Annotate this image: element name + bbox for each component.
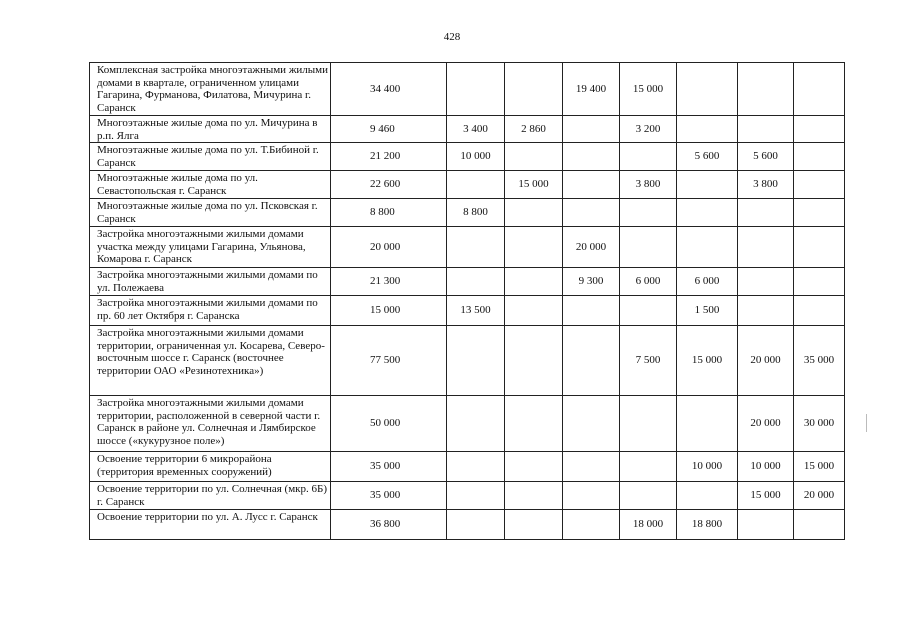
year-value-cell (563, 396, 620, 452)
year-value-cell (794, 171, 845, 199)
year-value-cell (738, 199, 794, 227)
year-value-cell: 20 000 (738, 326, 794, 396)
table-row (90, 296, 845, 326)
object-name-cell: Застройка многоэтажными жилыми домами территории, расположенной в северной части г. Саранск в районе ул. Солнечная и Лямбирское шоссе («кукурузное поле») (90, 396, 331, 452)
total-cell: 15 000 (331, 296, 447, 326)
year-value-cell: 15 000 (794, 452, 845, 482)
table-row (90, 199, 845, 227)
year-value-cell (505, 143, 563, 171)
year-value-cell: 2 860 (505, 116, 563, 143)
year-value-cell (563, 143, 620, 171)
year-value-cell: 15 000 (505, 171, 563, 199)
year-value-cell (620, 143, 677, 171)
year-value-cell: 15 000 (677, 326, 738, 396)
table-row (90, 510, 845, 540)
year-value-cell: 5 600 (677, 143, 738, 171)
table-row (90, 227, 845, 268)
year-value-cell (677, 116, 738, 143)
year-value-cell: 3 800 (738, 171, 794, 199)
year-value-cell: 5 600 (738, 143, 794, 171)
year-value-cell: 18 800 (677, 510, 738, 540)
year-value-cell (447, 171, 505, 199)
year-value-cell: 19 400 (563, 63, 620, 116)
object-name-cell: Освоение территории по ул. А. Лусс г. Саранск (90, 510, 331, 540)
year-value-cell (505, 396, 563, 452)
year-value-cell: 13 500 (447, 296, 505, 326)
year-value-cell (505, 296, 563, 326)
year-value-cell (620, 227, 677, 268)
year-value-cell: 20 000 (738, 396, 794, 452)
table-row (90, 452, 845, 482)
total-cell: 77 500 (331, 326, 447, 396)
year-value-cell (794, 199, 845, 227)
year-value-cell (505, 227, 563, 268)
table-row (90, 268, 845, 296)
year-value-cell (794, 116, 845, 143)
table-row (90, 143, 845, 171)
year-value-cell: 20 000 (563, 227, 620, 268)
year-value-cell (505, 510, 563, 540)
table-row (90, 482, 845, 510)
year-value-cell: 10 000 (447, 143, 505, 171)
year-value-cell: 35 000 (794, 326, 845, 396)
year-value-cell: 18 000 (620, 510, 677, 540)
year-value-cell (620, 482, 677, 510)
year-value-cell: 10 000 (738, 452, 794, 482)
year-value-cell (447, 510, 505, 540)
year-value-cell (738, 296, 794, 326)
year-value-cell (794, 268, 845, 296)
year-value-cell: 3 800 (620, 171, 677, 199)
table-row (90, 63, 845, 116)
year-value-cell (677, 482, 738, 510)
year-value-cell (447, 227, 505, 268)
object-name-cell: Застройка многоэтажными жилыми домами по ул. Полежаева (90, 268, 331, 296)
total-cell: 22 600 (331, 171, 447, 199)
object-name-cell: Комплексная застройка многоэтажными жилыми домами в квартале, ограниченном улицами Гагарина, Фурманова, Филатова, Мичурина г. Саранск (90, 63, 331, 116)
object-name-cell: Застройка многоэтажными жилыми домами участка между улицами Гагарина, Ульянова, Комарова г. Саранск (90, 227, 331, 268)
table-row (90, 326, 845, 396)
year-value-cell (505, 482, 563, 510)
object-name-cell: Многоэтажные жилые дома по ул. Мичурина в р.п. Ялга (90, 116, 331, 143)
year-value-cell: 15 000 (738, 482, 794, 510)
object-name-cell: Освоение территории по ул. Солнечная (мкр. 6Б) г. Саранск (90, 482, 331, 510)
object-name-cell: Многоэтажные жилые дома по ул. Севастопольская г. Саранск (90, 171, 331, 199)
year-value-cell (505, 199, 563, 227)
total-cell: 20 000 (331, 227, 447, 268)
year-value-cell (563, 116, 620, 143)
year-value-cell: 6 000 (677, 268, 738, 296)
table-row (90, 171, 845, 199)
year-value-cell (447, 268, 505, 296)
year-value-cell (794, 143, 845, 171)
year-value-cell (738, 510, 794, 540)
total-cell: 34 400 (331, 63, 447, 116)
year-value-cell (563, 296, 620, 326)
year-value-cell (505, 63, 563, 116)
year-value-cell (738, 268, 794, 296)
year-value-cell (447, 326, 505, 396)
year-value-cell (677, 63, 738, 116)
year-value-cell: 3 200 (620, 116, 677, 143)
year-value-cell: 9 300 (563, 268, 620, 296)
total-cell: 50 000 (331, 396, 447, 452)
year-value-cell (620, 199, 677, 227)
year-value-cell (563, 199, 620, 227)
year-value-cell (677, 227, 738, 268)
year-value-cell (620, 296, 677, 326)
page-number: 428 (443, 31, 461, 43)
year-value-cell (505, 326, 563, 396)
object-name-cell: Застройка многоэтажными жилыми домами по пр. 60 лет Октября г. Саранска (90, 296, 331, 326)
year-value-cell (505, 268, 563, 296)
year-value-cell: 15 000 (620, 63, 677, 116)
year-value-cell (620, 452, 677, 482)
year-value-cell: 8 800 (447, 199, 505, 227)
housing-construction-table (89, 62, 845, 540)
total-cell: 35 000 (331, 482, 447, 510)
year-value-cell: 20 000 (794, 482, 845, 510)
year-value-cell (677, 199, 738, 227)
year-value-cell (677, 396, 738, 452)
year-value-cell (563, 171, 620, 199)
year-value-cell: 1 500 (677, 296, 738, 326)
year-value-cell (794, 296, 845, 326)
year-value-cell (563, 326, 620, 396)
scan-mark (866, 414, 867, 432)
total-cell: 21 300 (331, 268, 447, 296)
object-name-cell: Многоэтажные жилые дома по ул. Т.Бибиной г. Саранск (90, 143, 331, 171)
year-value-cell (677, 171, 738, 199)
year-value-cell (447, 63, 505, 116)
year-value-cell (738, 116, 794, 143)
year-value-cell: 10 000 (677, 452, 738, 482)
object-name-cell: Освоение территории 6 микрорайона (территория временных сооружений) (90, 452, 331, 482)
total-cell: 36 800 (331, 510, 447, 540)
total-cell: 35 000 (331, 452, 447, 482)
year-value-cell (563, 482, 620, 510)
year-value-cell: 3 400 (447, 116, 505, 143)
year-value-cell (794, 510, 845, 540)
year-value-cell (447, 452, 505, 482)
year-value-cell (738, 63, 794, 116)
table-row (90, 116, 845, 143)
year-value-cell (447, 482, 505, 510)
total-cell: 9 460 (331, 116, 447, 143)
year-value-cell (738, 227, 794, 268)
object-name-cell: Застройка многоэтажными жилыми домами территории, ограниченная ул. Косарева, Северо-восточным шоссе г. Саранск (восточнее территории ОАО «Резинотехника») (90, 326, 331, 396)
object-name-cell: Многоэтажные жилые дома по ул. Псковская г. Саранск (90, 199, 331, 227)
total-cell: 8 800 (331, 199, 447, 227)
year-value-cell (794, 63, 845, 116)
total-cell: 21 200 (331, 143, 447, 171)
year-value-cell (563, 452, 620, 482)
year-value-cell (794, 227, 845, 268)
year-value-cell (505, 452, 563, 482)
table-row (90, 396, 845, 452)
year-value-cell (563, 510, 620, 540)
year-value-cell: 7 500 (620, 326, 677, 396)
year-value-cell: 30 000 (794, 396, 845, 452)
year-value-cell: 6 000 (620, 268, 677, 296)
year-value-cell (447, 396, 505, 452)
year-value-cell (620, 396, 677, 452)
